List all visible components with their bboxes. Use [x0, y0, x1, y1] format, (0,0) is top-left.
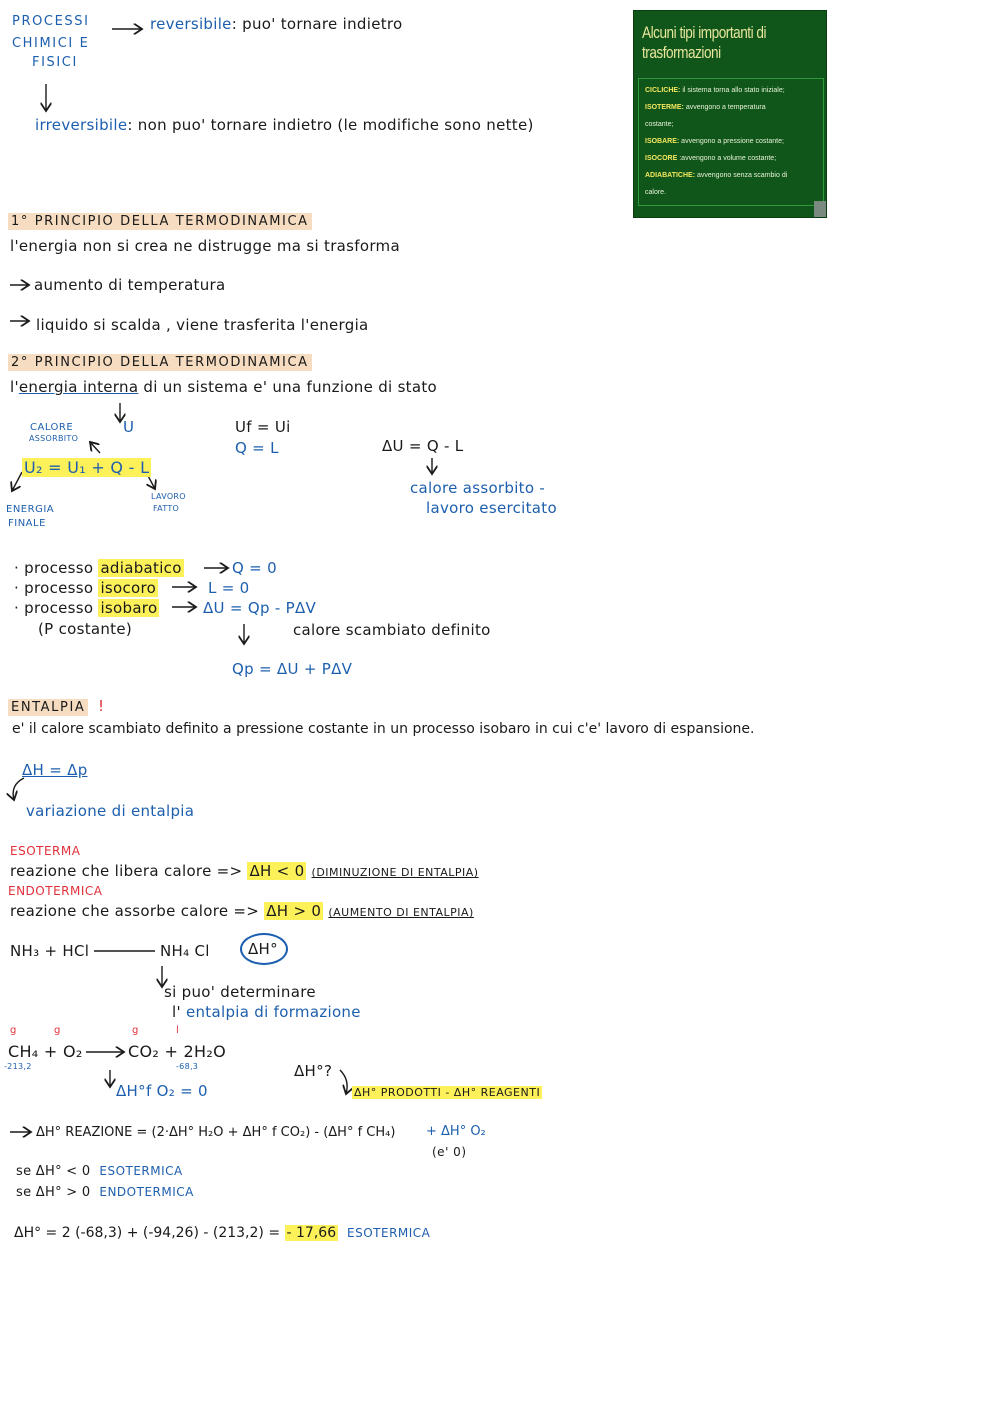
endotermica-line: reazione che assorbe calore => ΔH > 0 (AUMENTO DI ENTALPIA)	[10, 902, 474, 920]
processi-title-1: PROCESSI	[12, 14, 90, 29]
processo-isocoro: · processo isocoro	[14, 579, 157, 597]
uf-ui: Uf = Ui	[235, 418, 291, 436]
qp-formula: Qp = ΔU + PΔV	[232, 660, 353, 678]
isobaro-note: (P costante)	[38, 620, 133, 638]
processo-isobaro: · processo isobaro	[14, 599, 158, 617]
calore-assorbito-2: ASSORBITO	[29, 434, 79, 443]
calcolo-note: (e' 0)	[432, 1145, 467, 1159]
energia-finale-2: FINALE	[8, 518, 46, 529]
adiabatico-result: Q = 0	[232, 559, 277, 577]
delta-u: ΔU = Q - L	[382, 437, 464, 455]
state-h2o: l	[176, 1025, 180, 1036]
slide-line: ADIABATICHE: avvengono senza scambio di	[645, 172, 788, 179]
calore-scambiato: calore scambiato definito	[293, 621, 491, 639]
lavoro-fatto-1: LAVORO	[151, 492, 186, 501]
esoterma-label: ESOTERMA	[10, 844, 81, 858]
slide-line: CICLICHE: il sistema torna allo stato iniziale;	[645, 87, 785, 94]
reaction1-circled: ΔH°	[248, 940, 278, 958]
reaction1-note-1: si puo' determinare	[164, 983, 316, 1001]
curved-arrow	[13, 778, 24, 800]
processo-adiabatico: · processo adiabatico	[14, 559, 182, 577]
slide-line: ISOBARE: avvengono a pressione costante;	[645, 138, 784, 145]
state-ch4: g	[10, 1025, 17, 1036]
processi-title-3: FISICI	[32, 55, 78, 70]
curved-arrow	[340, 1070, 347, 1094]
dhf-o2: ΔH°f O₂ = 0	[116, 1082, 208, 1100]
delta-u-note-1: calore assorbito -	[410, 479, 546, 497]
entalpia-exclaim: !	[98, 697, 105, 715]
dh-question: ΔH°?	[294, 1062, 333, 1080]
calore-assorbito-1: CALORE	[30, 422, 74, 433]
esoterma-line: reazione che libera calore => ΔH < 0 (DIMINUZIONE DI ENTALPIA)	[10, 862, 479, 880]
dh-rule: ΔH° PRODOTTI - ΔH° REAGENTI	[354, 1086, 541, 1099]
val-ch4: -213,2	[4, 1062, 32, 1071]
principio2-line: l'energia interna di un sistema e' una funzione di stato	[10, 378, 438, 396]
principio1-line2: aumento di temperatura	[34, 276, 226, 294]
lavoro-fatto-2: FATTO	[153, 504, 180, 513]
reaction1-reagents: NH₃ + HCl	[10, 942, 90, 960]
reaction1-product: NH₄ Cl	[160, 942, 210, 960]
principio1-line3: liquido si scalda , viene trasferita l'energia	[36, 316, 369, 334]
reaction1-note-2: l' entalpia di formazione	[172, 1003, 361, 1021]
reaction2-right: CO₂ + 2H₂O	[128, 1042, 226, 1061]
slide-line: costante;	[645, 121, 674, 128]
energia-finale-1: ENERGIA	[6, 504, 55, 515]
se2-line: se ΔH° > 0 ENDOTERMICA	[16, 1185, 194, 1200]
entalpia-definition: e' il calore scambiato definito a pressione costante in un processo isobaro in cui c'e' lavoro di espansione.	[12, 721, 755, 737]
arrow-down-left	[12, 472, 22, 491]
delta-u-note-2: lavoro esercitato	[426, 499, 557, 517]
se1-line: se ΔH° < 0 ESOTERMICA	[16, 1164, 183, 1179]
u2-formula: U₂ = U₁ + Q - L	[24, 458, 150, 477]
calcolo-line: ΔH° REAZIONE = (2·ΔH° H₂O + ΔH° f CO₂) - (ΔH° f CH₄)	[36, 1125, 396, 1140]
irreversibile-line: irreversibile: non puo' tornare indietro (le modifiche sono nette)	[35, 116, 534, 134]
principio2-heading: 2° PRINCIPIO DELLA TERMODINAMICA	[8, 355, 312, 370]
reaction2-left: CH₄ + O₂	[8, 1042, 83, 1061]
q-equals-l: Q = L	[235, 439, 279, 457]
state-co2: g	[132, 1025, 139, 1036]
u-label: U	[123, 418, 135, 436]
val-h2o: -68,3	[176, 1062, 199, 1071]
processi-title-2: CHIMICI E	[12, 36, 90, 51]
slide-title: Alcuni tipi importanti di trasformazioni	[642, 23, 767, 62]
slide-line: calore.	[645, 189, 667, 196]
entalpia-heading: ENTALPIA	[8, 700, 88, 715]
isobaro-result: ΔU = Qp - PΔV	[203, 599, 317, 617]
result-line: ΔH° = 2 (-68,3) + (-94,26) - (213,2) = - 17,66 ESOTERMICA	[14, 1225, 431, 1241]
principio1-heading: 1° PRINCIPIO DELLA TERMODINAMICA	[8, 214, 312, 229]
isocoro-result: L = 0	[208, 579, 250, 597]
calcolo-line-blue: + ΔH° O₂	[426, 1124, 486, 1139]
state-o2: g	[54, 1025, 61, 1036]
slide-line: ISOTERME: avvengono a temperatura	[645, 104, 766, 111]
slide-line: ISOCORE :avvengono a volume costante;	[645, 155, 777, 162]
endotermica-label: ENDOTERMICA	[8, 884, 103, 898]
principio1-line1: l'energia non si crea ne distrugge ma si trasforma	[10, 237, 400, 255]
delta-h: ΔH = Δp	[22, 761, 88, 779]
arrow-up-left	[90, 442, 100, 453]
variazione-entalpia: variazione di entalpia	[26, 802, 195, 820]
reversibile-line: reversibile: puo' tornare indietro	[150, 15, 403, 33]
